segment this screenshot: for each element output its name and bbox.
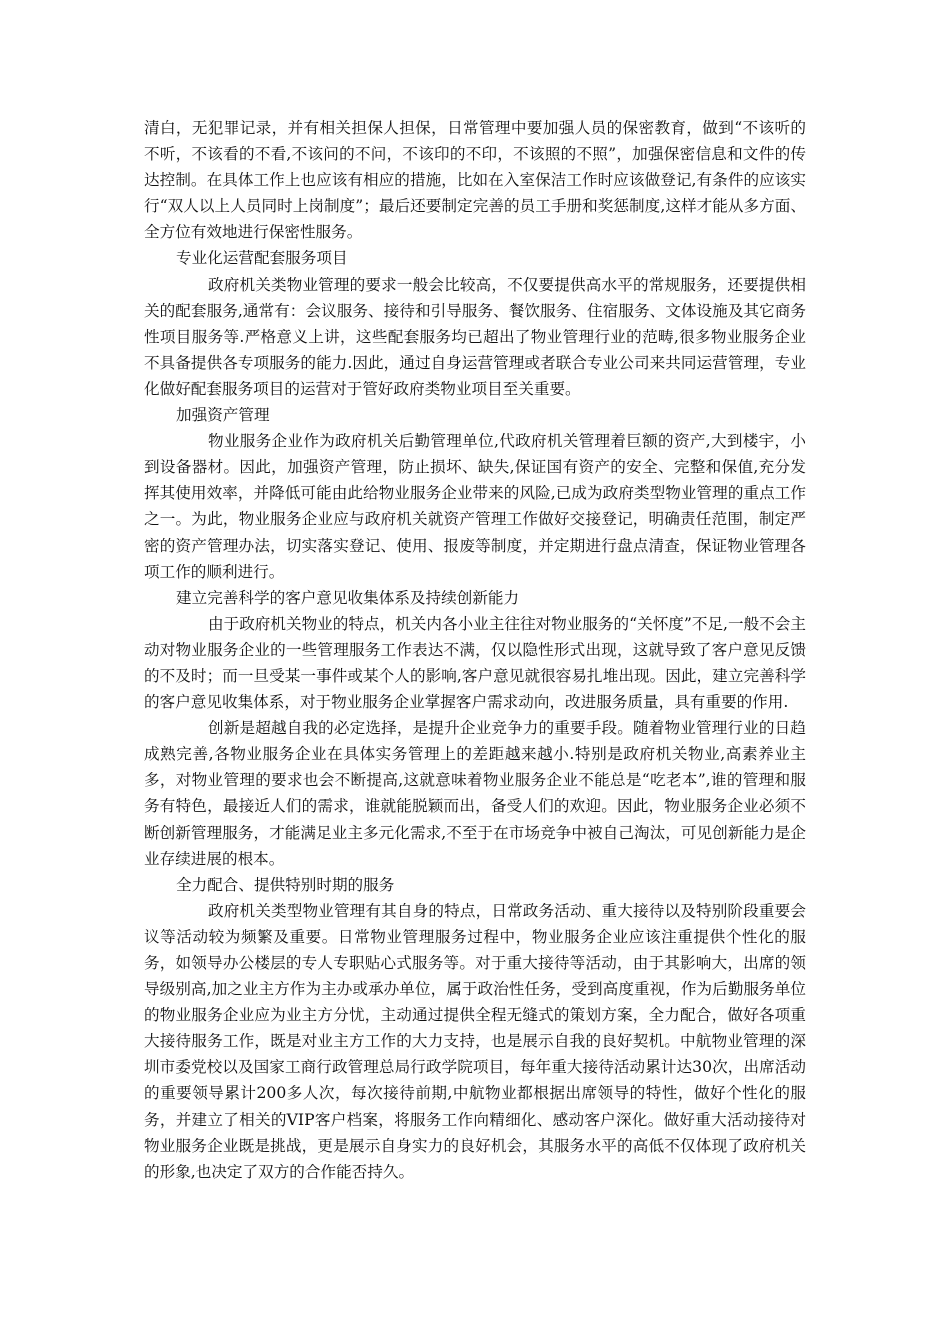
section-heading-supporting-services: 专业化运营配套服务项目	[176, 249, 348, 268]
paragraph-customer-feedback: 由于政府机关物业的特点，机关内各小业主往往对物业服务的“关怀度”不足,一般不会主动对物业服务企业的一些管理服务工作表达不满，仅以隐性形式出现，这就导致了客户意见反馈的不及时；而一旦受某一事件或某个人的影响,客户意见就很容易扎堆出现。因此，建立完善科学的客户意见收集体系，对于物业服务企业掌握客户需求动向，改进服务质量，具有重要的作用.	[144, 614, 806, 712]
paragraph-asset-management: 物业服务企业作为政府机关后勤管理单位,代政府机关管理着巨额的资产,大到楼宇，小到设备器材。因此，加强资产管理，防止损坏、缺失,保证国有资产的安全、完整和保值,充分发挥其使用效率，并降低可能由此给物业服务企业带来的风险,已成为政府类型物业管理的重点工作之一。为此，物业服务企业应与政府机关就资产管理工作做好交接登记，明确责任范围，制定严密的资产管理办法，切实落实登记、使用、报废等制度，并定期进行盘点清查，保证物业管理各项工作的顺利进行。	[144, 432, 806, 581]
paragraph-confidentiality: 清白，无犯罪记录，并有相关担保人担保，日常管理中要加强人员的保密教育，做到“不该听的不听，不该看的不看,不该问的不问，不该印的不印，不该照的不照”，加强保密信息和文件的传达控制。在具体工作上也应该有相应的措施，比如在入室保洁工作时应该做登记,有条件的应该实行“双人以上人员同时上岗制度”；最后还要制定完善的员工手册和奖惩制度,这样才能从多方面、全方位有效地进行保密性服务。	[144, 119, 806, 242]
paragraph-special-period-services: 政府机关类型物业管理有其自身的特点，日常政务活动、重大接待以及特别阶段重要会议等活动较为频繁及重要。日常物业管理服务过程中，物业服务企业应该注重提供个性化的服务，如领导办公楼层的专人专职贴心式服务等。对于重大接待等活动，由于其影响大，出席的领导级别高,加之业主方作为主办或承办单位，属于政治性任务，受到高度重视，作为后勤服务单位的物业服务企业应为业主方分忧，主动通过提供全程无缝式的策划方案，全力配合，做好各项重大接待服务工作，既是对业主方工作的大力支持，也是展示自我的良好契机。中航物业管理的深圳市委党校以及国家工商行政管理总局行政学院项目，每年重大接待活动累计达30次，出席活动的重要领导累计200多人次，每次接待前期,中航物业都根据出席领导的特性，做好个性化的服务，并建立了相关的VIP客户档案，将服务工作向精细化、感动客户深化。做好重大活动接待对物业服务企业既是挑战，更是展示自身实力的良好机会，其服务水平的高低不仅体现了政府机关的形象,也决定了双方的合作能否持久。	[144, 901, 806, 1181]
document-page	[144, 115, 806, 1185]
section-heading-special-period-services: 全力配合、提供特别时期的服务	[176, 875, 395, 894]
paragraph-innovation: 创新是超越自我的必定选择，是提升企业竞争力的重要手段。随着物业管理行业的日趋成熟完善,各物业服务企业在具体实务管理上的差距越来越小.特别是政府机关物业,高素养业主多，对物业管理的要求也会不断提高,这就意味着物业服务企业不能总是“吃老本”,谁的管理和服务有特色，最接近人们的需求，谁就能脱颖而出，备受人们的欢迎。因此，物业服务企业必须不断创新管理服务，才能满足业主多元化需求,不至于在市场竞争中被自己淘汰，可见创新能力是企业存续进展的根本。	[144, 719, 806, 868]
paragraph-supporting-services: 政府机关类物业管理的要求一般会比较高，不仅要提供高水平的常规服务，还要提供相关的配套服务,通常有：会议服务、接待和引导服务、餐饮服务、住宿服务、文体设施及其它商务性项目服务等.严格意义上讲，这些配套服务均已超出了物业管理行业的范畴,很多物业服务企业不具备提供各专项服务的能力.因此，通过自身运营管理或者联合专业公司来共同运营管理，专业化做好配套服务项目的运营对于管好政府类物业项目至关重要。	[144, 275, 806, 398]
section-heading-customer-feedback: 建立完善科学的客户意见收集体系及持续创新能力	[176, 588, 520, 607]
section-heading-asset-management: 加强资产管理	[176, 406, 270, 425]
